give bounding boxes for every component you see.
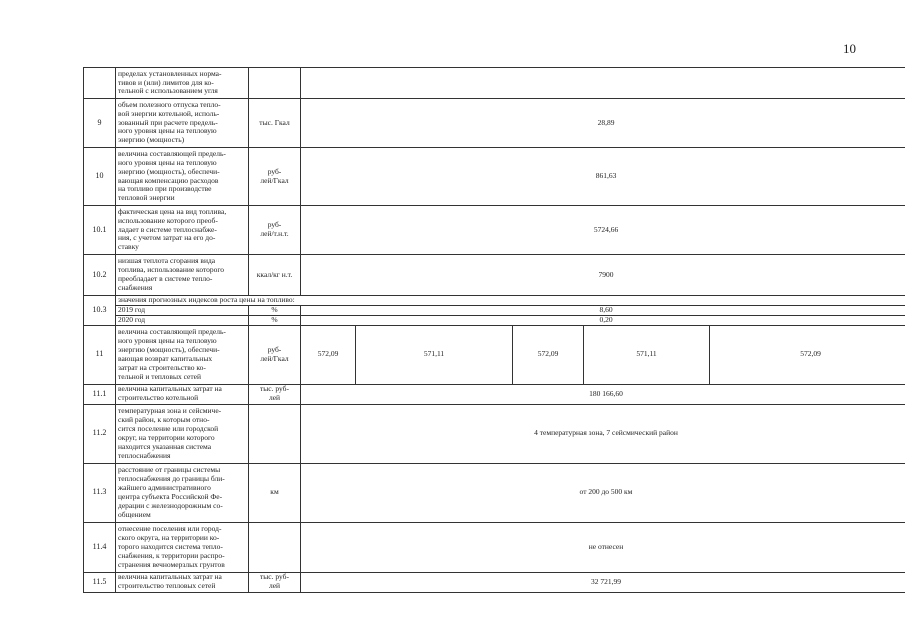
row-value: 861,63 — [301, 148, 905, 206]
row-number: 9 — [84, 99, 116, 148]
row-description — [116, 206, 249, 255]
row-value — [301, 68, 905, 99]
row-description — [116, 522, 249, 572]
row-description — [116, 255, 249, 296]
table-row — [84, 463, 905, 522]
row-number: 11.1 — [84, 384, 116, 404]
table-row — [84, 384, 905, 404]
row-description — [116, 99, 249, 148]
row-unit: руб- лей/Гкал — [249, 148, 301, 206]
row-value: 4 температурная зона, 7 сейсмический район — [301, 404, 905, 463]
desc-text: величина составляющей предель- ного уровня цены на тепловую энергию (мощность), обеспечи- вающая компенсацию расходов на топливо при производстве тепловой энергии — [118, 148, 226, 203]
desc-text: температурная зона и сейсмиче- ский район, к которым отно- сится поселение или городской округ, на территории которого находится указанная система теплоснабжения — [118, 406, 222, 460]
row-unit — [249, 522, 301, 572]
row-description: 2019 год — [116, 306, 249, 316]
table-row — [84, 522, 905, 572]
page-number: 10 — [843, 41, 856, 56]
table-row — [84, 206, 905, 255]
row-description — [116, 325, 249, 384]
row-value-1: 572,09 — [301, 325, 356, 384]
table-row — [84, 315, 905, 325]
row-value-4: 571,11 — [584, 325, 710, 384]
row-description — [116, 572, 249, 592]
row-section-header: значения прогнозных индексов роста цены на топливо: — [116, 296, 905, 306]
table-row — [84, 306, 905, 316]
table-row — [84, 404, 905, 463]
desc-text: фактическая цена на вид топлива, использование которого преоб- ладает в системе теплоснабже- ния, с учетом затрат на его до- ставку — [118, 206, 227, 252]
row-unit: руб- лей/Гкал — [249, 325, 301, 384]
row-number: 10 — [84, 148, 116, 206]
row-value: 32 721,99 — [301, 572, 905, 592]
row-number: 10.2 — [84, 255, 116, 296]
row-unit: % — [249, 315, 301, 325]
desc-text: отнесение поселения или город- ского округа, на территории ко- торого находится система тепло- снабжения, к территории распро- странения вечномерзлых грунтов — [118, 524, 225, 569]
table-row — [84, 572, 905, 592]
table-row — [84, 296, 905, 306]
row-description: 2020 год — [116, 315, 249, 325]
row-number: 10.1 — [84, 206, 116, 255]
row-number: 11.4 — [84, 522, 116, 572]
row-value: 180 166,60 — [301, 384, 905, 404]
table-row — [84, 99, 905, 148]
row-description — [116, 463, 249, 522]
desc-text: низшая теплота сгорания вида топлива, использование которого преобладает в системе тепло- снабжения — [118, 256, 225, 292]
row-value: не отнесен — [301, 522, 905, 572]
row-value-5: 572,09 — [710, 325, 905, 384]
desc-text: расстояние от границы системы теплоснабжения до границы бли- жайшего административного центра субъекта Российской Фе- дерации с железнодорожным со- общением — [118, 465, 225, 519]
desc-text: величина капитальных затрат на строительство котельной — [118, 384, 222, 403]
row-unit — [249, 68, 301, 99]
row-number: 11.3 — [84, 463, 116, 522]
row-value: 28,89 — [301, 99, 905, 148]
row-unit: км — [249, 463, 301, 522]
row-value: 5724,66 — [301, 206, 905, 255]
row-description — [116, 68, 249, 99]
row-number: 10.3 — [84, 296, 116, 326]
row-value: от 200 до 500 км — [301, 463, 905, 522]
row-unit: тыс. Гкал — [249, 99, 301, 148]
desc-text: пределах установленных норма- тивов и (или) лимитов для ко- тельной с использованием угля — [118, 68, 222, 96]
row-description — [116, 148, 249, 206]
row-unit — [249, 404, 301, 463]
tariff-table — [83, 67, 905, 593]
table-row — [84, 325, 905, 384]
row-value: 7900 — [301, 255, 905, 296]
desc-text: величина составляющей предель- ного уровня цены на тепловую энергию (мощность), обеспечи- вающая возврат капитальных затрат на строительство ко- тельной и тепловых сетей — [118, 327, 226, 381]
row-unit: руб- лей/т.н.т. — [249, 206, 301, 255]
row-value-2: 571,11 — [356, 325, 513, 384]
row-number: 11.5 — [84, 572, 116, 592]
table-row — [84, 255, 905, 296]
table-row — [84, 148, 905, 206]
row-value: 0,20 — [301, 315, 905, 325]
row-unit: % — [249, 306, 301, 316]
row-description — [116, 384, 249, 404]
desc-text: объем полезного отпуска тепло- вой энергии котельной, исполь- зованный при расчете предель- ного уровня цены на тепловую энергию (мощность) — [118, 99, 221, 145]
row-value-3: 572,09 — [513, 325, 584, 384]
row-unit: тыс. руб- лей — [249, 572, 301, 592]
row-value: 8,60 — [301, 306, 905, 316]
table-row — [84, 68, 905, 99]
row-number: 11 — [84, 325, 116, 384]
row-description — [116, 404, 249, 463]
row-unit: тыс. руб- лей — [249, 384, 301, 404]
row-unit: ккал/кг н.т. — [249, 255, 301, 296]
desc-text: величина капитальных затрат на строительство тепловых сетей — [118, 572, 222, 591]
row-number: 11.2 — [84, 404, 116, 463]
row-number — [84, 68, 116, 99]
